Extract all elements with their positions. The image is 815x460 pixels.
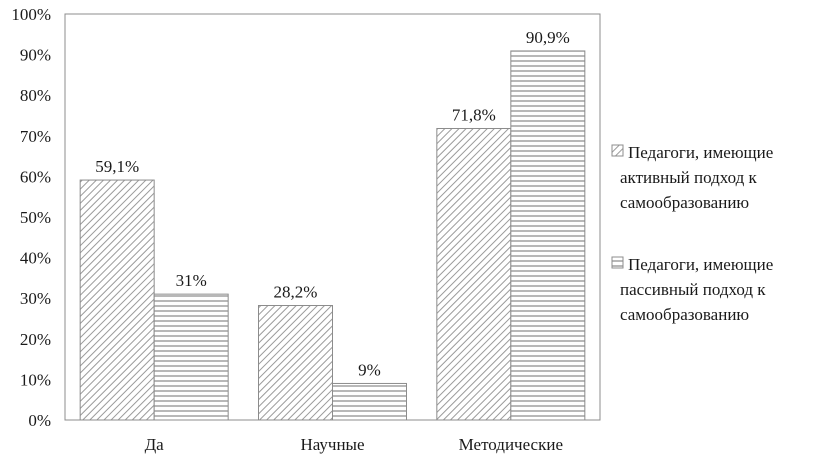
y-tick-label: 30% — [19, 289, 51, 309]
y-tick-label: 90% — [19, 45, 51, 65]
legend-label: самообразованию — [620, 305, 750, 324]
bar-passive — [333, 383, 407, 420]
bar-active — [437, 128, 511, 420]
legend-label: пассивный подход к — [620, 280, 766, 299]
y-tick-label: 40% — [19, 248, 51, 268]
bars — [80, 51, 585, 420]
legend-label: самообразованию — [620, 193, 750, 212]
category-label: Методические — [458, 435, 564, 454]
data-label: 90,9% — [525, 27, 570, 47]
data-label: 31% — [175, 271, 207, 291]
y-tick-label: 100% — [11, 5, 51, 24]
data-label: 59,1% — [95, 157, 140, 177]
y-tick-label: 50% — [19, 208, 51, 227]
data-label: 28,2% — [273, 282, 318, 302]
category-label: Научные — [300, 435, 365, 454]
legend-label: Педагоги, имеющие — [628, 143, 774, 162]
category-label: Да — [144, 435, 164, 454]
y-tick-label: 0% — [28, 411, 51, 430]
y-tick-label: 80% — [19, 86, 51, 106]
legend-label: активный подход к — [620, 168, 757, 187]
y-tick-label: 20% — [19, 329, 51, 349]
y-tick-label: 70% — [19, 126, 51, 146]
legend-swatch — [612, 257, 623, 268]
bar-active — [80, 180, 154, 420]
data-label: 71,8% — [451, 105, 496, 125]
y-tick-label: 10% — [19, 370, 51, 390]
legend — [612, 143, 773, 324]
x-axis — [145, 435, 563, 454]
bar-passive — [511, 51, 585, 420]
legend-label: Педагоги, имеющие — [628, 255, 774, 274]
data-label: 9% — [358, 360, 381, 380]
legend-swatch — [612, 145, 623, 156]
y-axis — [11, 5, 51, 430]
bar-passive — [154, 294, 228, 420]
y-tick-label: 60% — [19, 167, 51, 187]
bar-active — [259, 306, 333, 420]
